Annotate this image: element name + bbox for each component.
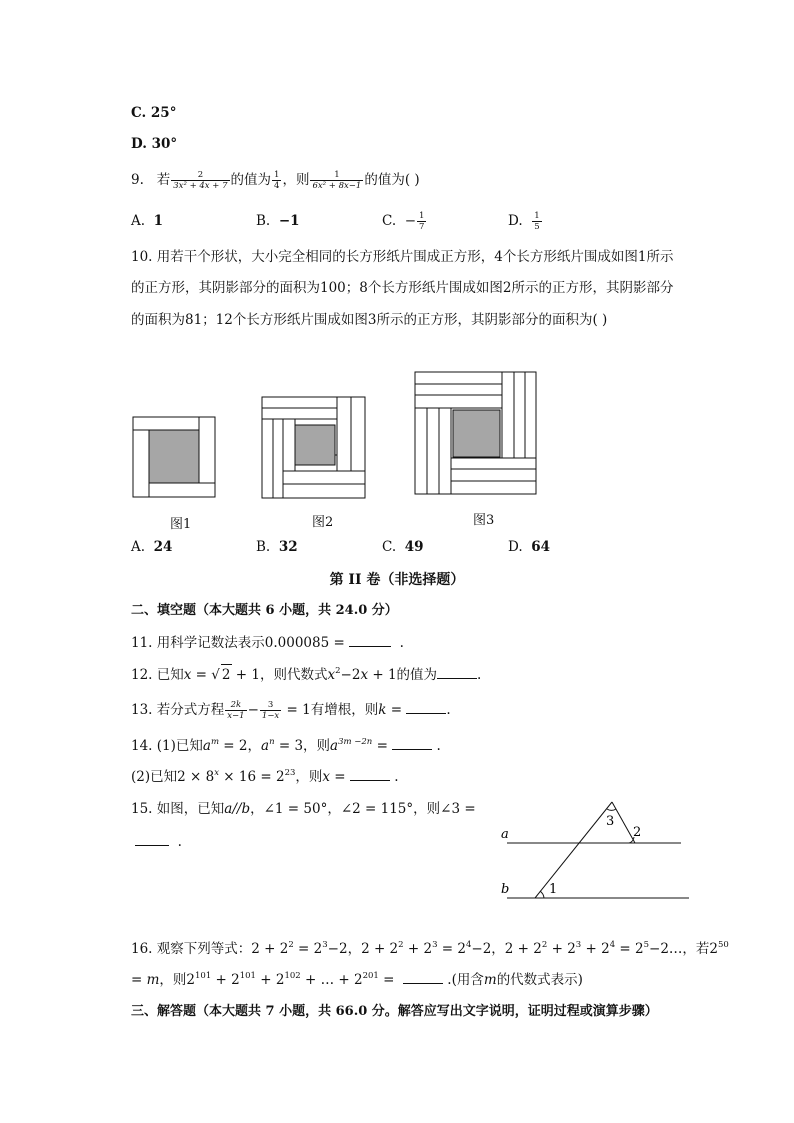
q9-option-d[interactable] xyxy=(508,211,543,232)
q14-b-exp-1: x xyxy=(214,768,219,778)
q10-option-c[interactable] xyxy=(382,537,424,557)
q16-e9: 5 xyxy=(643,940,650,950)
q14-2-answer-blank[interactable] xyxy=(350,768,390,781)
q13-end: . xyxy=(446,702,451,718)
q16-answer-blank[interactable] xyxy=(403,971,443,984)
q14-a-mid-1: = 2， xyxy=(219,738,261,754)
q15-figure xyxy=(495,795,695,910)
q13-f1-den: x−1 xyxy=(227,711,245,721)
q13-post: = 1有增根，则 xyxy=(282,702,379,718)
q9-option-c[interactable] xyxy=(382,211,427,232)
q16-l1-d: + 2 xyxy=(403,941,433,957)
fig3-shaded-square xyxy=(453,410,500,457)
q9-v-num: 1 xyxy=(274,170,280,180)
q14-b-end: . xyxy=(394,769,399,785)
figure-2-diagram xyxy=(262,397,365,498)
q9-v-den: 4 xyxy=(274,181,280,191)
q9-mid2: ，则 xyxy=(282,172,310,188)
fig1-rect-top xyxy=(133,417,199,430)
q9-option-d-fraction xyxy=(532,211,541,232)
q10-option-d-label: D. xyxy=(508,539,523,555)
q11-answer-blank[interactable] xyxy=(349,634,391,647)
q14-b-pre: (2)已知2 × 8 xyxy=(131,769,215,785)
q14-a-exp-1: m xyxy=(210,737,220,747)
label-b: b xyxy=(501,882,510,897)
fill-blank-section-heading: 二、填空题（本大题共 6 小题，共 24.0 分） xyxy=(131,603,398,618)
angle-1-arc xyxy=(540,891,544,898)
q16-l2-d: + 2 xyxy=(255,972,285,988)
q11-end: . xyxy=(399,635,404,651)
question-16-line-1 xyxy=(131,939,729,959)
q13-f2-num: 3 xyxy=(267,700,274,710)
q16-l2-b: ，则2 xyxy=(159,972,196,988)
q16-l1-c: −2，2 + 2 xyxy=(327,941,399,957)
q13-f1-num: 2k xyxy=(230,700,242,710)
figure-1-diagram xyxy=(133,417,215,497)
q12-eq: = xyxy=(191,667,212,683)
angle-3-label: 3 xyxy=(606,814,615,829)
q9-f1-num: 2 xyxy=(197,170,204,180)
question-15 xyxy=(131,799,476,819)
q10-option-b[interactable] xyxy=(256,537,298,557)
q9-f1-den: 3x² + 4x + 7 xyxy=(173,181,228,191)
q14-a-base-3: a xyxy=(330,738,339,754)
question-9 xyxy=(131,170,420,191)
q9-option-b-value: −1 xyxy=(278,213,300,229)
q16-e11: 101 xyxy=(195,971,212,981)
q16-l2-c: + 2 xyxy=(211,972,240,988)
q16-l1-h: + 2 xyxy=(581,941,610,957)
transversal-line xyxy=(535,802,615,898)
q16-l2-g: .(用含 xyxy=(443,972,484,988)
q15-rest: ，∠1 = 50°，∠2 = 115°，则∠3 = xyxy=(250,801,476,817)
q10-option-b-value: 32 xyxy=(278,539,298,555)
q14-b-eq: = xyxy=(330,769,346,785)
q9-value-fraction xyxy=(272,170,281,191)
q10-figures xyxy=(125,365,545,505)
q9-option-b-label: B. xyxy=(256,213,271,229)
q9-post: 的值为( ) xyxy=(364,172,420,188)
q10-option-b-label: B. xyxy=(256,539,271,555)
q12-expr-d: + 1的值为 xyxy=(368,667,438,683)
q12-answer-blank[interactable] xyxy=(437,666,477,679)
q16-l1-b: = 2 xyxy=(293,941,323,957)
part-2-title: 第 II 卷（非选择题） xyxy=(329,572,465,588)
q15-pre: 15. 如图，已知 xyxy=(131,801,225,817)
q9-option-d-den: 5 xyxy=(534,222,540,232)
q14-a-exp-2: n xyxy=(269,737,275,747)
q13-minus: − xyxy=(247,702,259,718)
q13-answer-blank[interactable] xyxy=(406,701,446,714)
q10-option-d[interactable] xyxy=(508,537,550,557)
q13-fraction-1 xyxy=(225,700,246,721)
q13-pre: 13. 若分式方程 xyxy=(131,702,225,718)
q9-option-a-value: 1 xyxy=(153,213,164,229)
q16-e3: 2 xyxy=(398,940,404,950)
figure-2-caption: 图2 xyxy=(312,515,334,530)
figure-1-caption: 图1 xyxy=(170,517,192,532)
question-14-part-1 xyxy=(131,736,441,756)
q14-b-exp-2: 23 xyxy=(284,768,296,778)
q14-a-pre: 14. (1)已知 xyxy=(131,738,203,754)
q14-1-answer-blank[interactable] xyxy=(392,737,432,750)
option-d-prev: D. 30° xyxy=(131,136,178,152)
angle-1-label: 1 xyxy=(549,882,558,897)
q9-number: 9. xyxy=(131,172,144,188)
answer-section-heading: 三、解答题（本大题共 7 小题，共 66.0 分。解答应写出文字说明，证明过程或演算步骤） xyxy=(131,1004,658,1019)
q9-option-d-label: D. xyxy=(508,213,523,229)
q9-option-c-label: C. xyxy=(382,213,397,229)
question-12 xyxy=(131,664,481,685)
q15-a: a xyxy=(224,801,233,817)
q16-e12: 101 xyxy=(239,971,256,981)
q16-e7: 3 xyxy=(575,940,582,950)
q9-option-b[interactable] xyxy=(256,211,300,231)
q16-l2-m: m xyxy=(146,972,160,988)
q13-fraction-2 xyxy=(260,700,281,721)
q13-eq: = xyxy=(386,702,403,718)
q12-after: + 1，则代数式 xyxy=(231,667,328,683)
segment-2 xyxy=(612,802,635,843)
q12-expr-c: x xyxy=(360,667,369,683)
q16-e10: 50 xyxy=(718,940,729,950)
q15-b: b xyxy=(241,801,251,817)
q16-l1-g: + 2 xyxy=(547,941,576,957)
q16-l2-e: + … + 2 xyxy=(300,972,363,988)
option-c-prev: C. 25° xyxy=(131,105,177,121)
q16-e13: 102 xyxy=(284,971,301,981)
q9-mid: 的值为 xyxy=(230,172,272,188)
fig1-rect-left xyxy=(133,430,149,497)
q10-option-c-label: C. xyxy=(382,539,397,555)
q14-a-mid-2: = 3，则 xyxy=(274,738,331,754)
fig1-rect-bottom xyxy=(149,483,215,497)
q16-l1-f: −2，2 + 2 xyxy=(471,941,542,957)
figure-3-diagram xyxy=(415,372,536,494)
question-16-line-2 xyxy=(131,970,583,990)
q10-option-d-value: 64 xyxy=(531,539,551,555)
q9-fraction-1 xyxy=(171,170,229,191)
figure-3-caption: 图3 xyxy=(473,513,495,528)
q12-exp: 2 xyxy=(335,666,341,676)
question-15-blank-line xyxy=(135,832,182,852)
q12-sqrt-sign: √ xyxy=(211,667,220,683)
fig1-shaded-square xyxy=(149,430,199,483)
q9-option-c-den: 7 xyxy=(419,222,425,232)
q15-end: . xyxy=(177,834,182,850)
q12-sqrt-value: 2 xyxy=(221,664,232,685)
q9-option-a[interactable] xyxy=(131,211,163,231)
fig1-rect-right xyxy=(199,417,215,483)
q14-a-end: . xyxy=(436,738,441,754)
q16-l2-m2: m xyxy=(483,972,497,988)
q9-f2-num: 1 xyxy=(334,170,340,180)
q14-a-base-1: a xyxy=(202,738,211,754)
q9-option-c-fraction xyxy=(417,211,426,232)
q15-answer-blank[interactable] xyxy=(135,833,169,846)
q10-line-2: 的正方形，其阴影部分的面积为100；8个长方形纸片围成如图2所示的正方形，其阴影部分 xyxy=(131,280,674,296)
q14-b-mid: × 16 = 2 xyxy=(219,769,285,785)
q16-e4: 3 xyxy=(432,940,438,950)
angle-2-label: 2 xyxy=(633,825,642,840)
q16-l1-i: = 2 xyxy=(615,941,644,957)
q16-l1-e: = 2 xyxy=(437,941,466,957)
label-a: a xyxy=(501,827,509,842)
q12-expr-b: −2 xyxy=(340,667,361,683)
question-14-part-2 xyxy=(131,767,399,787)
q16-e5: 4 xyxy=(465,940,472,950)
angle-3-arc xyxy=(607,809,616,810)
q12-var: x xyxy=(183,667,192,683)
q15-parallel: // xyxy=(232,801,242,817)
question-11 xyxy=(131,633,404,653)
q16-l2-h: 的代数式表示) xyxy=(496,972,583,988)
q9-f2-den: 6x² + 8x−1 xyxy=(312,181,362,191)
q16-l2-f: = xyxy=(378,972,395,988)
q10-line-1: 10. 用若干个形状，大小完全相同的长方形纸片围成正方形，4个长方形纸片围成如图1所示 xyxy=(131,249,674,265)
q11-text: 11. 用科学记数法表示0.000085 = xyxy=(131,635,345,651)
q9-option-c-num: 1 xyxy=(419,211,425,221)
q14-a-base-2: a xyxy=(261,738,270,754)
q10-line-3: 的面积为81；12个长方形纸片围成如图3所示的正方形，其阴影部分的面积为( ) xyxy=(131,312,608,328)
q9-fraction-2 xyxy=(310,170,363,191)
q14-a-exp-3: 3m −2n xyxy=(338,737,373,747)
q14-a-post: = xyxy=(372,738,388,754)
q12-pre: 12. 已知 xyxy=(131,667,184,683)
q10-option-a-label: A. xyxy=(131,539,146,555)
q16-e14: 201 xyxy=(362,971,379,981)
q9-option-a-label: A. xyxy=(131,213,146,229)
q16-e6: 2 xyxy=(541,940,548,950)
question-13 xyxy=(131,700,451,721)
q16-l1-j: −2…，若2 xyxy=(649,941,719,957)
q9-option-c-sign: − xyxy=(404,213,417,229)
q13-var: k xyxy=(378,702,387,718)
q16-e2: 3 xyxy=(322,940,328,950)
q16-e1: 2 xyxy=(288,940,294,950)
q12-end: . xyxy=(477,667,482,683)
q16-l2-a: = xyxy=(131,972,147,988)
q16-e8: 4 xyxy=(609,940,616,950)
q14-b-post: ，则 xyxy=(295,769,323,785)
q13-f2-den: 1−x xyxy=(261,711,280,721)
q16-l1-a: 16. 观察下列等式：2 + 2 xyxy=(131,941,289,957)
q9-option-d-num: 1 xyxy=(534,211,540,221)
q10-option-a-value: 24 xyxy=(153,539,173,555)
q9-pre: 若 xyxy=(156,172,171,188)
q10-option-a[interactable] xyxy=(131,537,172,557)
q14-b-var: x xyxy=(322,769,331,785)
q12-expr-a: x xyxy=(327,667,336,683)
q10-option-c-value: 49 xyxy=(404,539,424,555)
fig2-shaded-square xyxy=(295,425,335,465)
